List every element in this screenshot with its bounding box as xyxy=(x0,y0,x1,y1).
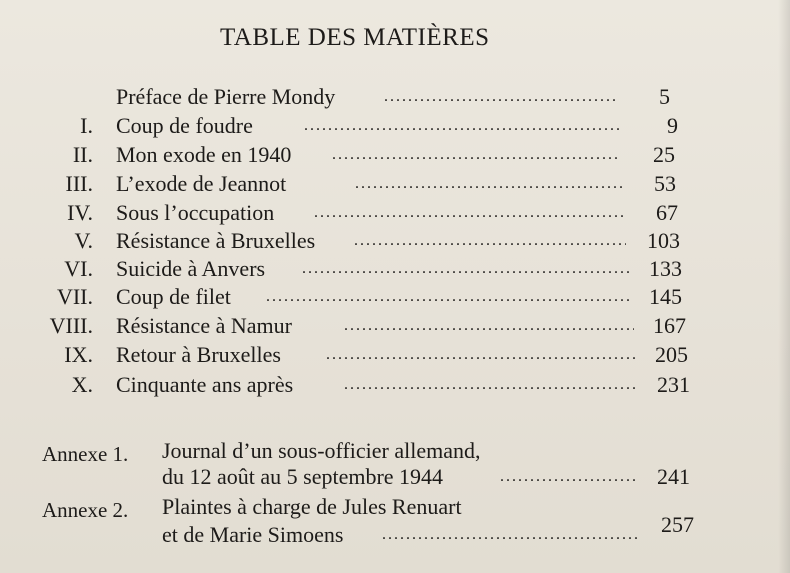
chapter-number: II. xyxy=(72,142,93,167)
chapter-number: V. xyxy=(74,228,93,253)
toc-entry-chapter xyxy=(0,228,690,258)
chapter-number: IV. xyxy=(67,200,93,225)
chapter-number: IX. xyxy=(64,342,93,367)
leader-dots xyxy=(304,117,619,141)
toc-entry-label: Préface de Pierre Mondy xyxy=(116,84,336,109)
toc-entry-chapter xyxy=(0,113,690,143)
chapter-number: VI. xyxy=(64,256,93,281)
page-title: TABLE DES MATIÈRES xyxy=(220,24,490,51)
toc-entry-label: Coup de filet xyxy=(116,284,231,309)
toc-entry-label: Cinquante ans après xyxy=(116,372,294,397)
toc-entry-preface xyxy=(0,84,690,114)
toc-entry-page: 145 xyxy=(649,284,682,309)
toc-entry-chapter xyxy=(0,313,690,343)
toc-entry-chapter xyxy=(0,342,690,372)
leader-dots xyxy=(382,526,640,550)
chapter-number: III. xyxy=(65,171,93,196)
toc-entry-page: 9 xyxy=(667,113,678,138)
annex-number: Annexe 2. xyxy=(42,498,129,522)
toc-entry-chapter xyxy=(0,200,690,230)
toc-entry-chapter xyxy=(0,256,690,286)
annex-title-line2: du 12 août au 5 septembre 1944 xyxy=(162,464,444,489)
toc-entry-page: 5 xyxy=(659,84,670,109)
annex-number: Annexe 1. xyxy=(42,442,129,466)
annex-title-line1: Plaintes à charge de Jules Renuart xyxy=(162,494,462,519)
toc-entry-page: 167 xyxy=(653,313,686,338)
toc-entry-chapter xyxy=(0,284,690,314)
toc-entry-label: Mon exode en 1940 xyxy=(116,142,292,167)
toc-entry-label: Suicide à Anvers xyxy=(116,256,266,281)
toc-entry-page: 241 xyxy=(657,464,690,489)
toc-entry-page: 231 xyxy=(657,372,690,397)
leader-dots xyxy=(344,376,636,400)
leader-dots xyxy=(332,146,620,170)
leader-dots xyxy=(326,346,635,370)
toc-entry-chapter xyxy=(0,372,690,402)
toc-entry-label: Résistance à Bruxelles xyxy=(116,228,316,253)
annex-title-line2: et de Marie Simoens xyxy=(162,522,344,547)
chapter-number: I. xyxy=(80,113,93,138)
toc-entry-page: 257 xyxy=(661,512,694,537)
toc-entry-chapter xyxy=(0,142,690,172)
toc-entry-annex xyxy=(0,438,700,498)
toc-entry-chapter xyxy=(0,171,690,201)
page-edge-shadow xyxy=(778,0,790,573)
leader-dots xyxy=(500,468,638,492)
leader-dots xyxy=(384,88,618,112)
toc-entry-label: Sous l’occupation xyxy=(116,200,275,225)
leader-dots xyxy=(354,232,626,256)
leader-dots xyxy=(266,288,631,312)
toc-entry-label: Retour à Bruxelles xyxy=(116,342,281,367)
toc-entry-page: 25 xyxy=(653,142,675,167)
chapter-number: X. xyxy=(71,372,93,397)
leader-dots xyxy=(302,260,629,284)
toc-entry-label: Coup de foudre xyxy=(116,113,253,138)
toc-entry-page: 53 xyxy=(654,171,676,196)
toc-entry-page: 133 xyxy=(649,256,682,281)
leader-dots xyxy=(355,175,623,199)
leader-dots xyxy=(344,317,634,341)
annex-title-line1: Journal d’un sous-officier allemand, xyxy=(162,438,481,463)
toc-entry-annex xyxy=(0,494,700,554)
toc-entry-label: Résistance à Namur xyxy=(116,313,292,338)
toc-entry-label: L’exode de Jeannot xyxy=(116,171,287,196)
chapter-number: VII. xyxy=(56,284,93,309)
toc-entry-page: 67 xyxy=(656,200,678,225)
toc-entry-page: 103 xyxy=(647,228,680,253)
chapter-number: VIII. xyxy=(49,313,93,338)
leader-dots xyxy=(314,204,624,228)
toc-entry-page: 205 xyxy=(655,342,688,367)
